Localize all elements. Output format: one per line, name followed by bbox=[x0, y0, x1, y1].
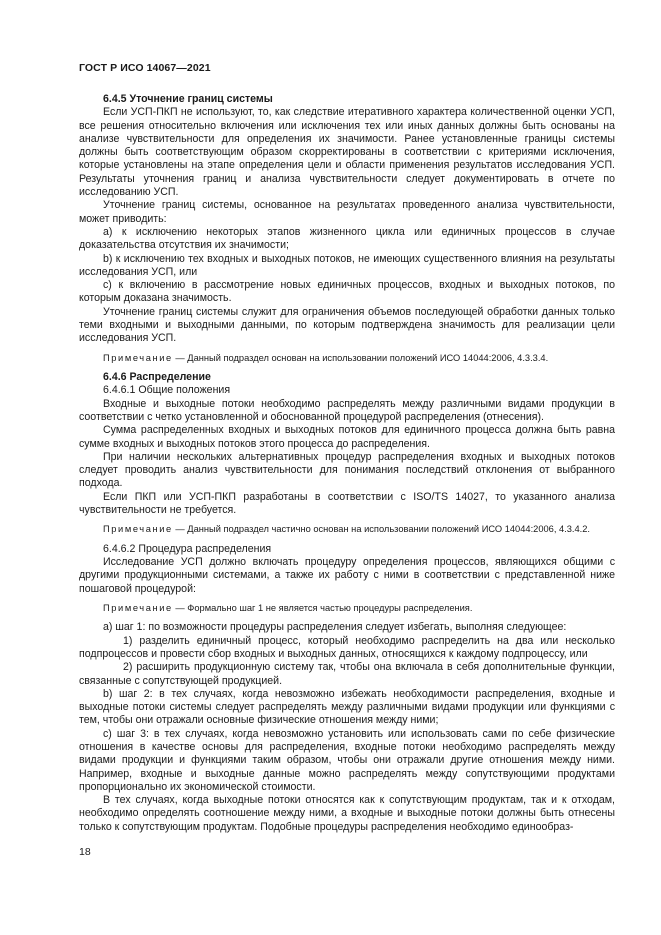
page-number: 18 bbox=[79, 846, 91, 858]
section-heading: 6.4.6 Распределение bbox=[103, 371, 211, 384]
document-body bbox=[79, 93, 615, 834]
note bbox=[79, 523, 615, 535]
note-label: Примечание bbox=[103, 602, 173, 613]
note-label: Примечание bbox=[103, 352, 173, 363]
list-item: с) шаг 3: в тех случаях, когда невозможно установить или использовать сами по себе физические отношения в качестве основы для распределения, входные потоки необходимо распределять между видами продукции и функциями таким образом, чтобы они отражали другие отношения между ними. Например, входные и выходные данные можно распределять между сопутствующими продуктами пропорционально их экономической стоимости. bbox=[79, 727, 615, 793]
note-text: — Формально шаг 1 не является частью процедуры распределения. bbox=[175, 602, 473, 613]
section-heading: 6.4.5 Уточнение границ системы bbox=[103, 93, 273, 105]
subsection-heading: 6.4.6.1 Общие положения bbox=[103, 384, 231, 397]
list-item: b) шаг 2: в тех случаях, когда невозможно избежать необходимости распределения, входные и выходные потоки системы следует распределять между различными видами продукции или функциями с тем, чтобы они отражали основные физические отношения между ними; bbox=[79, 687, 615, 727]
list-item: а) шаг 1: по возможности процедуры распределения следует избегать, выполняя следующее: bbox=[103, 621, 567, 634]
paragraph: Сумма распределенных входных и выходных потоков для единичного процесса должна быть равна сумме входных и выходных потоков этого процесса до распределения. bbox=[79, 424, 615, 450]
list-subitem: 2) расширить продукционную систему так, чтобы она включала в себя дополнительные функции, связанные с сопутствующей продукцией. bbox=[79, 661, 615, 687]
note-label: Примечание bbox=[103, 524, 173, 535]
paragraph: В тех случаях, когда выходные потоки относятся как к сопутствующим продуктам, так и к отходам, необходимо определять соотношение между ними, а входные и выходные потоки должны быть отнесены только к сопутствующим продуктам. Подобные процедуры распределения необходимо единообраз- bbox=[79, 794, 615, 833]
paragraph: Входные и выходные потоки необходимо распределять между различными видами продукции в соответствии с четко установленной и обоснованной процедурой распределения (отнесения). bbox=[79, 397, 615, 423]
list-subitem: 1) разделить единичный процесс, который необходимо распределить на два или несколько подпроцессов и провести сбор входных и выходных данных, относящихся к каждому подпроцессу, или bbox=[79, 634, 615, 660]
paragraph: Уточнение границ системы, основанное на результатах проведенного анализа чувствительности, может приводить: bbox=[79, 199, 615, 225]
list-item: b) к исключению тех входных и выходных потоков, не имеющих существенного влияния на результаты исследования УСП, или bbox=[79, 252, 615, 278]
subsection-heading: 6.4.6.2 Процедура распределения bbox=[103, 542, 272, 555]
list-item: а) к исключению некоторых этапов жизненного цикла или единичных процессов в случае доказательства отсутствия их значимости; bbox=[79, 225, 615, 252]
list-item: с) к включению в рассмотрение новых единичных процессов, входных и выходных потоков, по которым доказана значимость. bbox=[79, 279, 615, 305]
note-text: — Данный подраздел основан на использовании положений ИСО 14044:2006, 4.3.3.4. bbox=[175, 352, 549, 363]
paragraph: Уточнение границ системы служит для ограничения объемов последующей обработки данных только теми входными и выходными данными, по которым подтверждена значимость для реализации цели исследования УСП. bbox=[79, 305, 615, 345]
document-header: ГОСТ Р ИСО 14067—2021 bbox=[79, 62, 211, 74]
paragraph: Если УСП-ПКП не используют, то, как следствие итеративного характера количественной оценки УСП, все решения относительно включения или исключения тех или иных данных должны быть основаны на анализе чувствительности для определения их значимости. Ранее установленные границы системы должны быть соответствующим образом скорректированы в соответствии с критериями исключения, которые установлены на этапе определения цели и области применения результатов исследования УСП. Результаты уточнения границ и анализа чувствительности следует документировать в отчете по исследованию УСП. bbox=[79, 106, 615, 199]
note bbox=[79, 602, 615, 614]
paragraph: Если ПКП или УСП-ПКП разработаны в соответствии с ISO/TS 14027, то указанного анализа чувствительности не требуется. bbox=[79, 490, 615, 517]
note bbox=[79, 352, 615, 364]
note-text: — Данный подраздел частично основан на использовании положений ИСО 14044:2006, 4.3.4.2. bbox=[175, 524, 591, 535]
paragraph: Исследование УСП должно включать процедуру определения процессов, являющихся общими с другими продукционными системами, а также их работу с ними в соответствии с представленной ниже пошаговой процедурой: bbox=[79, 556, 615, 595]
paragraph: При наличии нескольких альтернативных процедур распределения входных и выходных потоков следует проводить анализ чувствительности для понимания последствий отклонения от выбранного подхода. bbox=[79, 450, 615, 490]
